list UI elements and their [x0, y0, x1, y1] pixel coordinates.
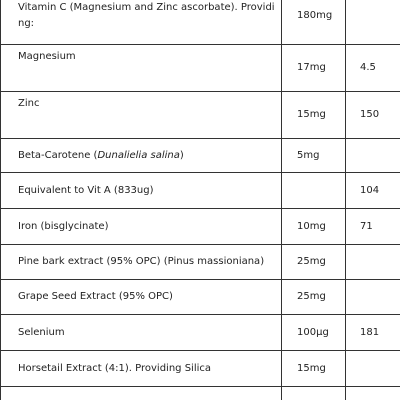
nutrient-name: [1, 0, 282, 45]
table-row: [1, 351, 400, 387]
nutrient-nrv: 104: [346, 173, 400, 209]
nutrient-name-suffix: ): [179, 149, 184, 161]
nutrient-nrv: 181: [346, 315, 400, 351]
nutrient-nrv: [346, 387, 400, 400]
nutrient-nrv: [346, 280, 400, 315]
nutrient-amount: 25mg: [282, 245, 346, 280]
nutrient-name: Magnesium: [1, 45, 282, 92]
nutrient-amount: [282, 173, 346, 209]
nutrient-amount: 15mg: [282, 92, 346, 139]
nutrient-name: Equivalent to Vit A (833ug): [1, 173, 282, 209]
nutrient-nrv: [346, 245, 400, 280]
nutrient-amount: 5mg: [282, 139, 346, 173]
table-row: [1, 387, 400, 400]
nutrient-nrv: [346, 139, 400, 173]
nutrient-amount: 180mg: [282, 0, 346, 45]
nutrient-name: Selenium: [1, 315, 282, 351]
nutrient-amount: [282, 387, 346, 400]
nutrient-name-line: Vitamin C (Magnesium and Zinc ascorbate). Providi: [18, 1, 275, 13]
nutrient-name: Grape Seed Extract (95% OPC): [1, 280, 282, 315]
nutrient-name-prefix: Beta-Carotene (: [18, 149, 98, 161]
table-row: [1, 315, 400, 351]
table-row: [1, 139, 400, 173]
nutrient-name-line: ng:: [18, 17, 35, 29]
table-row: [1, 92, 400, 139]
nutrient-amount: 17mg: [282, 45, 346, 92]
nutrient-nrv: [346, 0, 400, 45]
nutrient-nrv: [346, 351, 400, 387]
nutrient-name-italic: Dunalielia salina: [97, 149, 180, 161]
nutrient-name: Horsetail Extract (4:1). Providing Silica: [1, 351, 282, 387]
nutrient-nrv: 71: [346, 209, 400, 245]
nutrient-nrv: 150: [346, 92, 400, 139]
nutrient-name: [1, 139, 282, 173]
nutrient-name: Zinc: [1, 92, 282, 139]
nutrient-amount: 100µg: [282, 315, 346, 351]
nutrient-name: Iron (bisglycinate): [1, 209, 282, 245]
table-row: [1, 245, 400, 280]
table-row: [1, 173, 400, 209]
nutrient-name: [1, 387, 282, 400]
table-row: [1, 45, 400, 92]
nutrient-amount: 15mg: [282, 351, 346, 387]
nutrient-name: Pine bark extract (95% OPC) (Pinus massioniana): [1, 245, 282, 280]
nutrient-nrv: 4.5: [346, 45, 400, 92]
nutrient-amount: 25mg: [282, 280, 346, 315]
table-row: [1, 209, 400, 245]
table-row: [1, 280, 400, 315]
nutrient-amount: 10mg: [282, 209, 346, 245]
table-row: [1, 0, 400, 45]
